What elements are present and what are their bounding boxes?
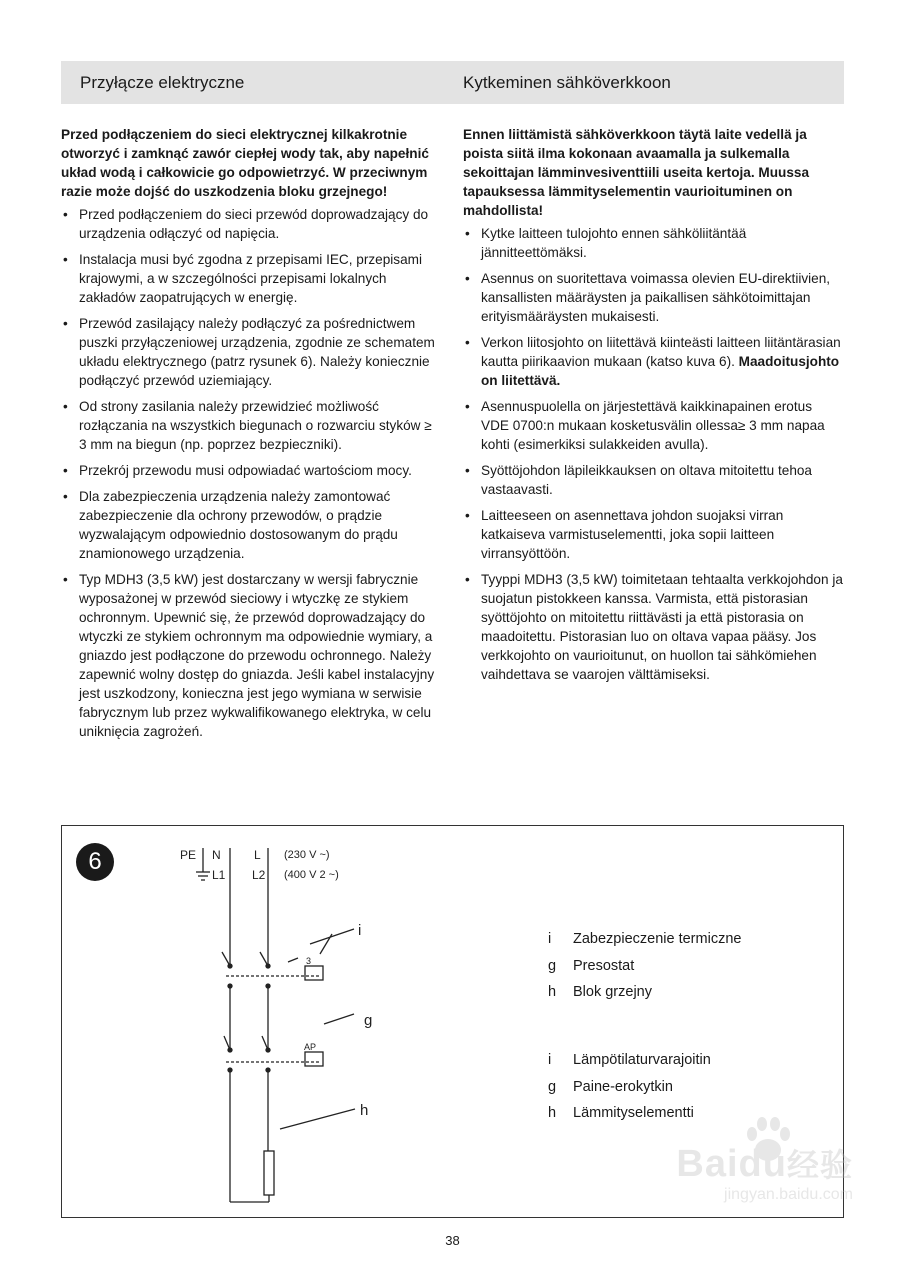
section-title-polish: Przyłącze elektryczne (80, 73, 245, 92)
legend-polish (548, 926, 741, 1006)
list-item: • Laitteeseen on asennettava johdon suojaksi virran katkaiseva varmistuselementti, joka sopii laitteen virransyöttöön. (463, 506, 843, 563)
list-item: • Instalacja musi być zgodna z przepisami IEC, przepisami krajowymi, a w szczególności przepisami lokalnych zakładów zaopatrujących w energię. (61, 250, 439, 307)
l2-label: L2 (252, 868, 266, 882)
voltage-400-label: (400 V 2 ~) (284, 869, 339, 881)
finnish-warning: Ennen liittämistä sähköverkkoon täytä laite vedellä ja poista siitä ilma kokonaan avaamalla ja sulkemalla sekoittajan lämminvesiventtiili useita kertoja. Muussa tapauksessa lämmityselementin vaurioituminen on mahdollista! (463, 127, 810, 218)
watermark-brand: Baidu (676, 1143, 787, 1185)
section-title-finnish: Kytkeminen sähköverkkoon (463, 73, 671, 92)
ground-wire-note: Maadoitusjohto on liitettävä. (481, 354, 840, 388)
list-item: • Dla zabezpieczenia urządzenia należy zamontować zabezpieczenie dla ochrony przewodów, o prądzie wyzwalającym odpowiednio dostosowanym do prądu znamionowego urządzenia. (61, 487, 439, 563)
label-i: i (358, 922, 362, 939)
legend-row: i Zabezpieczenie termiczne (548, 931, 742, 947)
watermark-url: jingyan.baidu.com (724, 1186, 853, 1203)
legend-row: h Lämmityselementti (548, 1105, 694, 1121)
list-item: • Przed podłączeniem do sieci przewód doprowadzający do urządzenia odłączyć od napięcia. (61, 205, 439, 243)
polish-bullet-list (61, 205, 439, 741)
list-item: • Asennus on suoritettava voimassa olevien EU-direktiivien, kansallisten määräysten ja paikallisen sähkötoimittajan erityismääräysten mukaisesti. (463, 269, 843, 326)
voltage-230-label: (230 V ~) (284, 849, 330, 861)
list-item: • Asennuspuolella on järjestettävä kaikkinapainen erotus VDE 0700:n mukaan kosketusvälin ollessa≥ 3 mm napaa kohti (esimerkiksi sulakkeiden avulla). (463, 397, 843, 454)
n-label: N (212, 848, 221, 862)
pressure-switch-tag: AP (304, 1042, 317, 1052)
legend-finnish (548, 1047, 711, 1127)
thermal-cutout-number: 3 (306, 956, 312, 966)
polish-warning: Przed podłączeniem do sieci elektrycznej kilkakrotnie otworzyć i zamknąć zawór ciepłej wody tak, aby napełnić układ wodą i całkowicie go odpowietrzyć. W przeciwnym razie może dojść do uszkodzenia bloku grzejnego! (61, 127, 429, 199)
polish-column (61, 125, 439, 748)
legend-row: g Presostat (548, 957, 635, 974)
finnish-column (463, 125, 843, 691)
finnish-bullet-list (463, 224, 843, 684)
list-item: • Syöttöjohdon läpileikkauksen on oltava mitoitettu tehoa vastaavasti. (463, 461, 843, 499)
watermark-cn: 经验 (786, 1147, 853, 1183)
paw-icon (738, 1110, 798, 1170)
label-h: h (360, 1102, 369, 1119)
legend-row: i Lämpötilaturvarajoitin (548, 1052, 711, 1068)
l-label: L (254, 848, 261, 862)
figure-number-badge: 6 (76, 843, 114, 881)
list-item: • Verkon liitosjohto on liitettävä kiinteästi laitteen liitäntärasian kautta piirikaavion mukaan (katso kuva 6). Maadoitusjohto on liitettävä. (463, 333, 843, 390)
legend-row: h Blok grzejny (548, 984, 652, 1000)
list-item: • Kytke laitteen tulojohto ennen sähköliitäntää jännitteettömäksi. (463, 224, 843, 262)
page-number: 38 (445, 1233, 460, 1248)
list-item: • Przewód zasilający należy podłączyć za pośrednictwem puszki przyłączeniowej urządzenia, zgodnie ze schematem układu elektrycznego (patrz rysunek 6). Należy koniecznie podłączyć przewód uziemiający. (61, 314, 439, 390)
list-item: • Tyyppi MDH3 (3,5 kW) toimitetaan tehtaalta verkkojohdon ja suojatun pistokkeen kanssa. Varmista, että pistorasian syöttöjohto on mitoitettu riittävästi ja että pistorasia on maadoitettu. Pistorasian luo on oltava vapaa pääsy. Jos verkkojohto on vaurioitunut, on huollon tai sähkömiehen vaihdettava se vaarojen välttämiseksi. (463, 570, 843, 684)
pe-label: PE (180, 848, 197, 862)
list-item: • Od strony zasilania należy przewidzieć możliwość rozłączania na wszystkich biegunach o rozwarciu styków ≥ 3 mm na biegun (np. poprzez bezpieczniki). (61, 397, 439, 454)
baidu-watermark (676, 1140, 853, 1204)
l1-label: L1 (212, 868, 226, 882)
list-item: • Typ MDH3 (3,5 kW) jest dostarczany w wersji fabrycznie wyposażonej w przewód sieciowy i wtyczkę ze stykiem ochronnym. Upewnić się, że przewód doprowadzający do wtyczki ze stykiem ochronnym ma odpowiednie wymiary, a gniazdo jest podłączone do przewodu ochronnego. Należy zapewnić wolny dostęp do gniazda. Jeśli kabel instalacyjny jest uszkodzony, konieczna jest jego wymiana w serwisie fabrycznym lub przez wykwalifikowanego elektryka, w celu uniknięcia zagrożeń. (61, 570, 439, 741)
label-g: g (364, 1012, 373, 1029)
legend-row: g Paine-erokytkin (548, 1078, 673, 1095)
list-item: • Przekrój przewodu musi odpowiadać wartościom mocy. (61, 461, 439, 480)
